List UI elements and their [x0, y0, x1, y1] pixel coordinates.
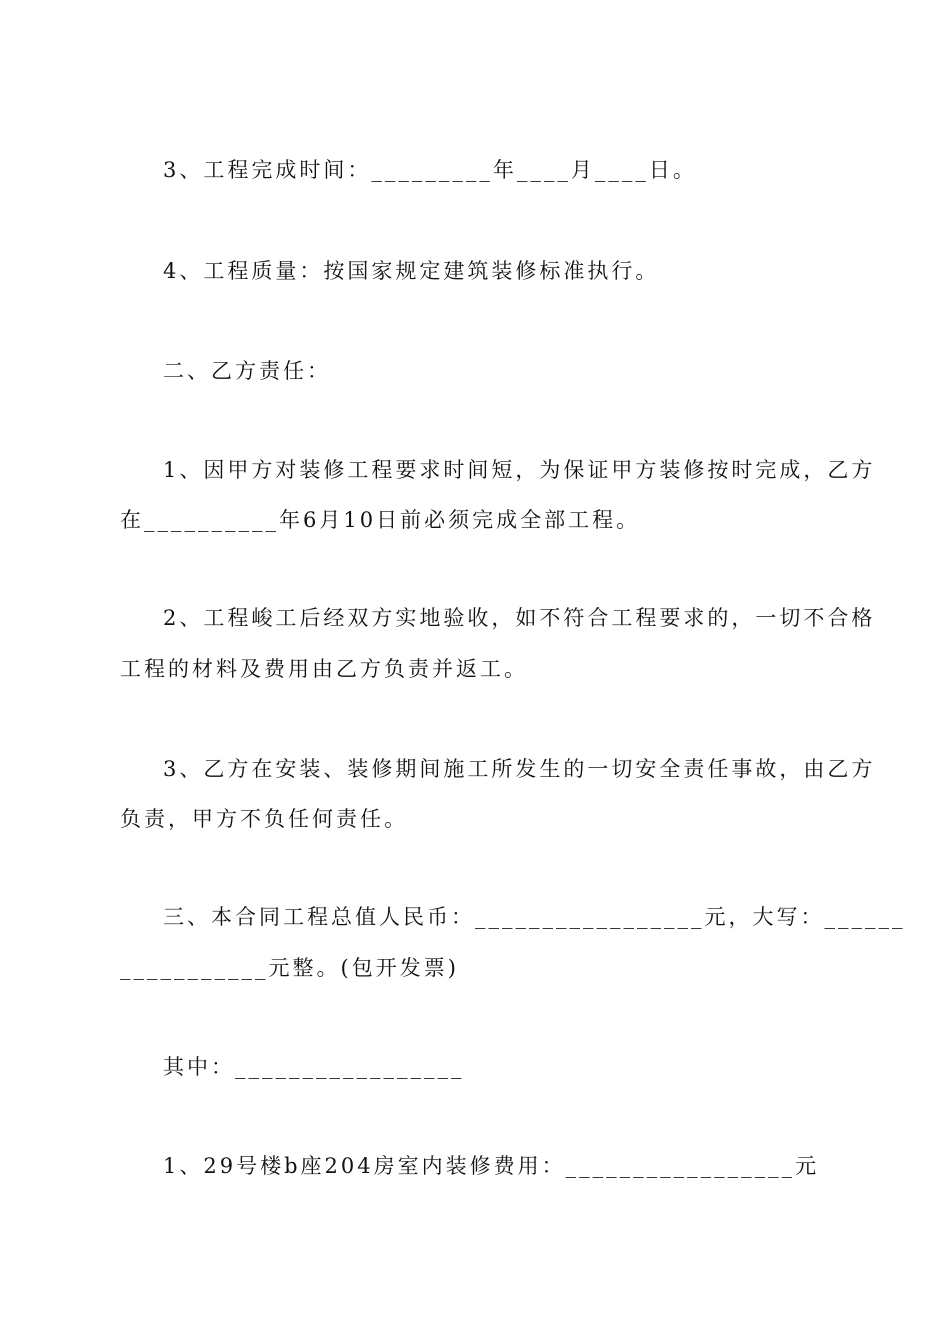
contract-value-line-1: 三、本合同工程总值人民币：_________________元，大写：______: [163, 905, 906, 929]
clause-3-line-2: 负责，甲方不负任何责任。: [120, 807, 408, 831]
quality-line: 4、工程质量：按国家规定建筑装修标准执行。: [163, 259, 660, 283]
clause-1-line-2: 在__________年6月10日前必须完成全部工程。: [120, 508, 641, 532]
contract-value-line-2: ___________元整。(包开发票): [120, 956, 459, 980]
clause-1-line-1: 1、因甲方对装修工程要求时间短，为保证甲方装修按时完成，乙方: [163, 458, 876, 482]
completion-time-line: 3、工程完成时间：_________年____月____日。: [163, 158, 697, 182]
breakdown-item-1: 1、29号楼b座204房室内装修费用：_________________元: [163, 1154, 820, 1178]
clause-2-line-2: 工程的材料及费用由乙方负责并返工。: [120, 657, 528, 681]
clause-3-line-1: 3、乙方在安装、装修期间施工所发生的一切安全责任事故，由乙方: [163, 757, 876, 781]
clause-2-line-1: 2、工程峻工后经双方实地验收，如不符合工程要求的，一切不合格: [163, 606, 876, 630]
breakdown-heading: 其中：_________________: [163, 1055, 465, 1079]
section-heading-party-b: 二、乙方责任：: [163, 359, 331, 383]
